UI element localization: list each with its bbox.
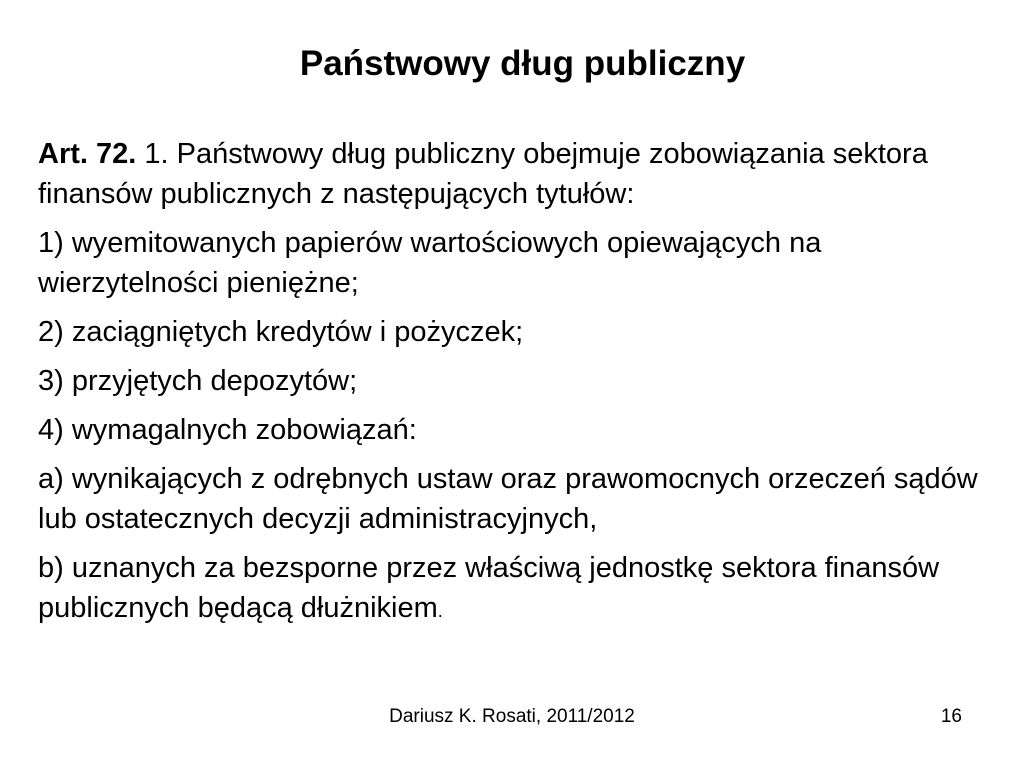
footer-author: Dariusz K. Rosati, 2011/2012	[389, 706, 635, 727]
final-period: .	[437, 601, 443, 621]
list-item: 4) wymagalnych zobowiązań:	[38, 414, 417, 446]
article-intro	[38, 134, 988, 214]
article-intro-text: 1. Państwowy dług publiczny obejmuje zobowiązania sektora finansów publicznych z następujących tytułów:	[38, 138, 928, 210]
article-label: Art. 72.	[38, 138, 137, 170]
page-number: 16	[940, 706, 962, 727]
slide-title: Państwowy dług publiczny	[299, 44, 746, 83]
list-item: 1) wyemitowanych papierów wartościowych opiewających na wierzytelności pieniężne;	[38, 227, 822, 299]
list-item: 3) przyjętych depozytów;	[38, 365, 358, 397]
list-item-last	[38, 548, 988, 631]
slide-content	[38, 134, 988, 640]
list-item: a) wynikających z odrębnych ustaw oraz prawomocnych orzeczeń sądów lub ostatecznych decyzji administracyjnych,	[38, 463, 978, 535]
list-item: 2) zaciągniętych kredytów i pożyczek;	[38, 316, 524, 348]
list-item-last-text: b) uznanych za bezsporne przez właściwą jednostkę sektora finansów publicznych będącą dłużnikiem	[38, 552, 940, 624]
